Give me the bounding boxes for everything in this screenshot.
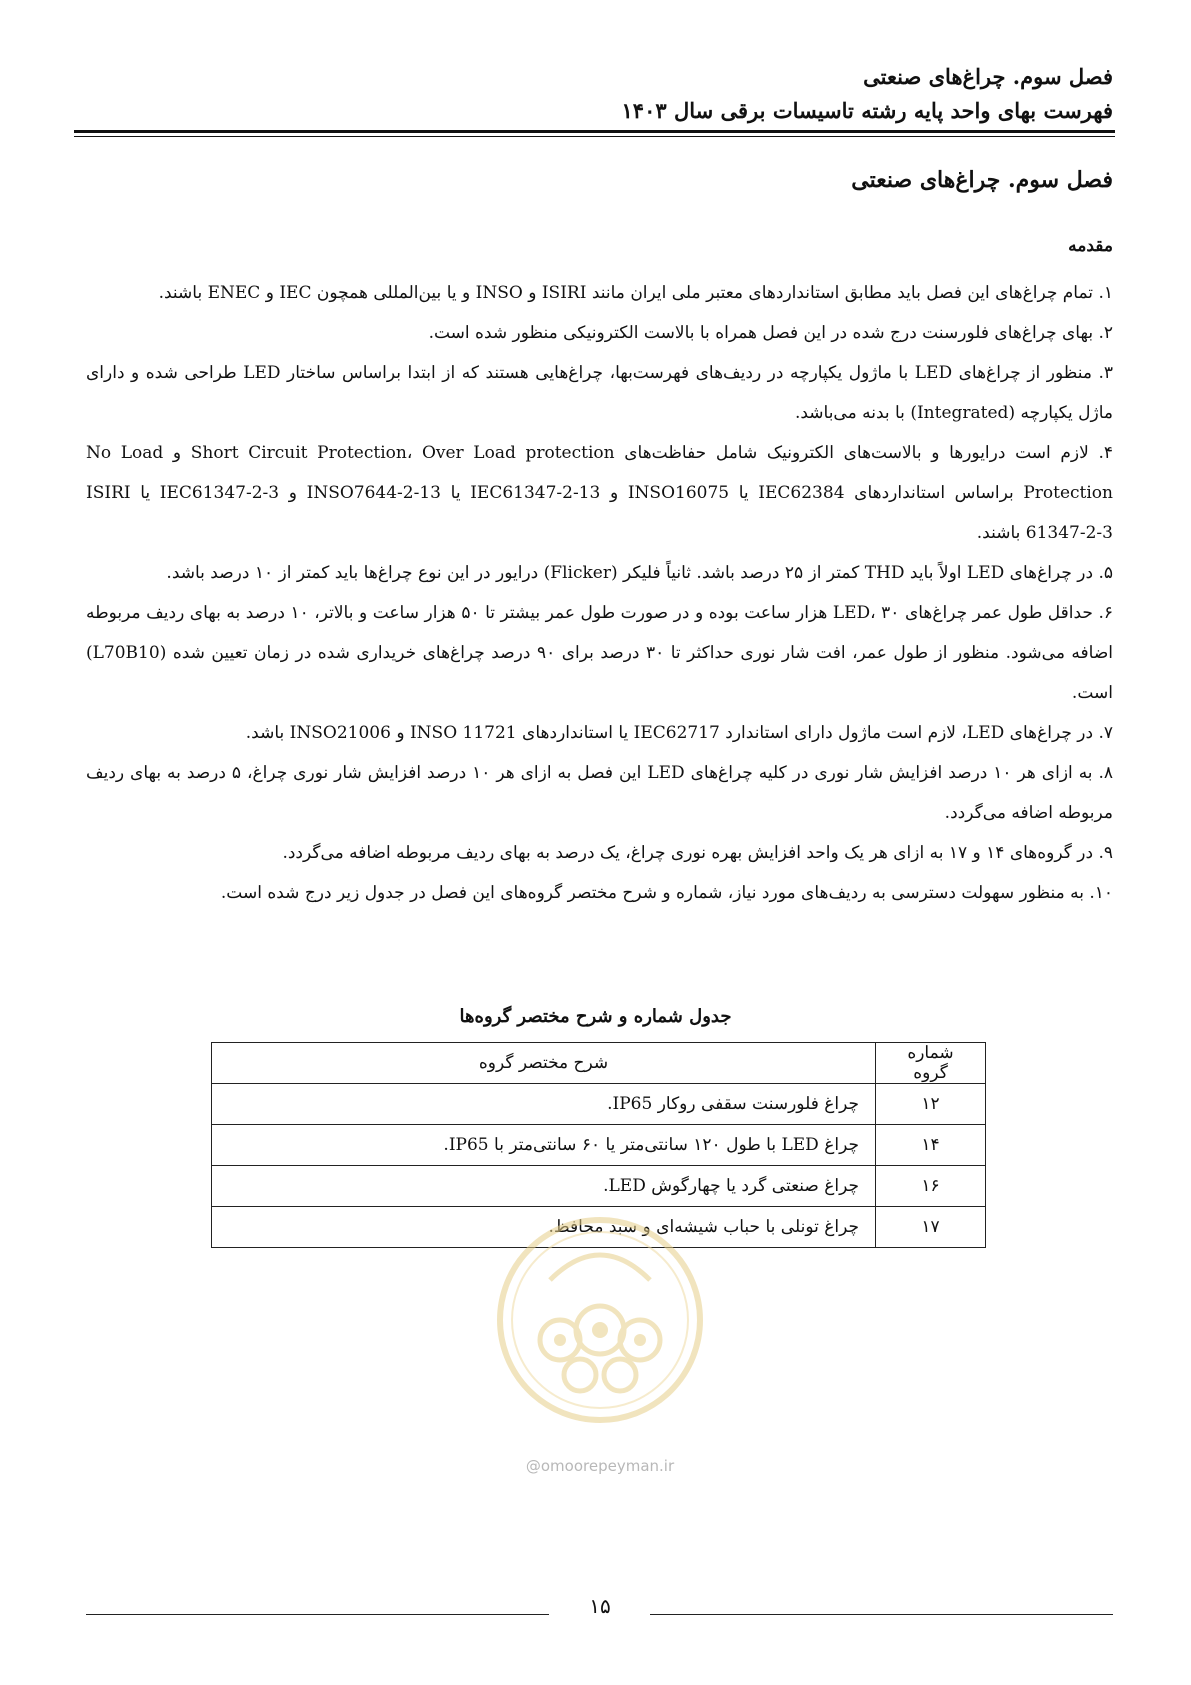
group-number-cell: ۱۷ (876, 1207, 986, 1248)
page-number: ۱۵ (589, 1594, 611, 1618)
header-group-description: شرح مختصر گروه (212, 1043, 876, 1084)
group-description-cell: چراغ صنعتی گرد یا چهارگوش LED. (212, 1166, 876, 1207)
intro-item-3: ۳. منظور از چراغ‌های LED با ماژول یکپارچه در ردیف‌های فهرست‌بها، چراغ‌هایی هستند که از ابتدا براساس ساختار LED طراحی شده و دارای ماژل یکپارچه (Integrated) با بدنه می‌باشد. (86, 363, 1113, 423)
group-description-cell: چراغ فلورسنت سقفی روکار IP65. (212, 1084, 876, 1125)
group-number-cell: ۱۶ (876, 1166, 986, 1207)
intro-items (86, 273, 1113, 913)
table-title: جدول شماره و شرح مختصر گروه‌ها (459, 1006, 732, 1027)
running-header (78, 60, 1113, 128)
intro-heading: مقدمه (1068, 236, 1113, 256)
footer-rule-left (86, 1614, 549, 1615)
footer-rule-right (650, 1614, 1113, 1615)
group-description-cell: چراغ LED با طول ۱۲۰ سانتی‌متر یا ۶۰ سانتی‌متر با IP65. (212, 1125, 876, 1166)
header-chapter-line: فصل سوم. چراغ‌های صنعتی (863, 64, 1113, 89)
intro-item-7: ۷. در چراغ‌های LED، لازم است ماژول دارای استاندارد IEC62717 یا استانداردهای INSO 11721 و INSO21006 باشد. (245, 723, 1113, 743)
intro-item-2: ۲. بهای چراغ‌های فلورسنت درج شده در این فصل همراه با بالاست الکترونیکی منظور شده است. (428, 323, 1113, 343)
chapter-title: فصل سوم. چراغ‌های صنعتی (851, 167, 1113, 193)
intro-item-5: ۵. در چراغ‌های LED اولاً باید THD کمتر از ۲۵ درصد باشد. ثانیاً فلیکر (Flicker) درایور در این نوع چراغ‌ها باید کمتر از ۱۰ درصد باشد. (166, 563, 1113, 583)
watermark-logo-icon (490, 1210, 710, 1450)
table-header-row (212, 1043, 986, 1084)
group-description-cell: چراغ تونلی با حباب شیشه‌ای و سبد محافظ. (212, 1207, 876, 1248)
header-group-number: شماره گروه (876, 1043, 986, 1084)
table-row (212, 1166, 986, 1207)
intro-item-4: ۴. لازم است درایورها و بالاست‌های الکترونیک شامل حفاظت‌های Short Circuit Protection، Over Load protection و No Load Protection براساس استانداردهای IEC62384 یا INSO16075 و IEC61347-2-13 یا INSO7644-2-13 و IEC61347-2-3 یا ISIRI 61347-2-3 باشند. (86, 443, 1113, 543)
table-row (212, 1125, 986, 1166)
intro-item-1: ۱. تمام چراغ‌های این فصل باید مطابق استانداردهای معتبر ملی ایران مانند ISIRI و INSO و یا بین‌المللی همچون IEC و ENEC باشند. (158, 283, 1113, 303)
header-rule-thick (74, 130, 1115, 133)
header-book-title: فهرست بهای واحد پایه رشته تاسیسات برقی سال ۱۴۰۳ (621, 98, 1113, 123)
intro-item-10: ۱۰. به منظور سهولت دسترسی به ردیف‌های مورد نیاز، شماره و شرح مختصر گروه‌های این فصل در جدول زیر درج شده است. (220, 883, 1113, 903)
header-rule-thin (74, 136, 1115, 137)
group-number-cell: ۱۲ (876, 1084, 986, 1125)
intro-item-9: ۹. در گروه‌های ۱۴ و ۱۷ به ازای هر یک واحد افزایش بهره نوری چراغ، یک درصد به بهای ردیف مربوطه اضافه می‌گردد. (282, 843, 1113, 863)
table-row (212, 1084, 986, 1125)
watermark-text: @omoorepeyman.ir (525, 1457, 675, 1475)
intro-item-6: ۶. حداقل طول عمر چراغ‌های LED، ۳۰ هزار ساعت بوده و در صورت طول عمر بیشتر تا ۵۰ هزار ساعت و بالاتر، ۱۰ درصد به بهای ردیف مربوطه اضافه می‌شود. منظور از طول عمر، افت شار نوری حداکثر تا ۳۰ درصد برای ۹۰ درصد چراغ‌های خریداری شده در زمان تعیین شده (L70B10) است. (86, 603, 1113, 703)
intro-item-8: ۸. به ازای هر ۱۰ درصد افزایش شار نوری در کلیه چراغ‌های LED این فصل به ازای هر ۱۰ درصد افزایش شار نوری چراغ، ۵ درصد به بهای ردیف مربوطه اضافه می‌گردد. (86, 763, 1114, 823)
group-number-cell: ۱۴ (876, 1125, 986, 1166)
